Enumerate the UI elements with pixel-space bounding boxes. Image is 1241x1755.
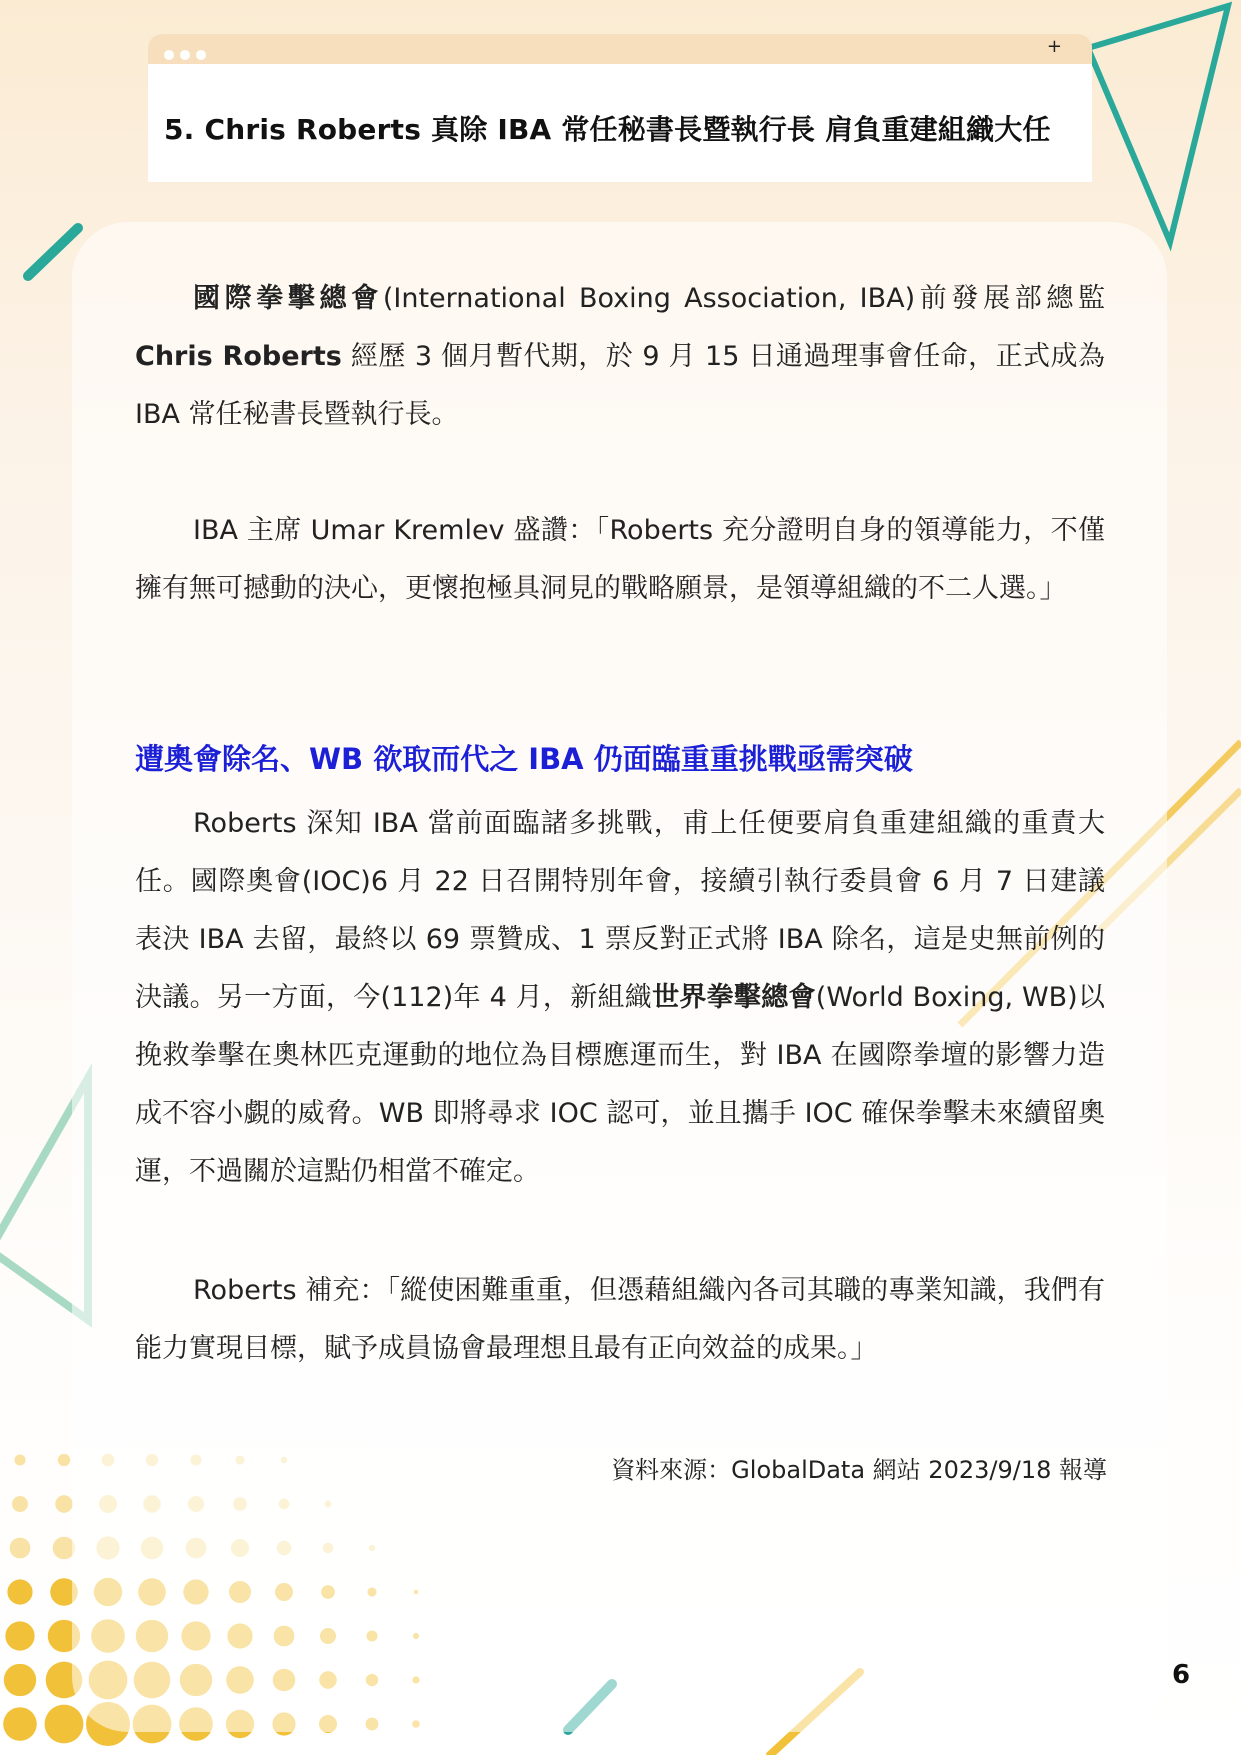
title-bar: [148, 34, 1092, 64]
p3-text-b: (World Boxing, WB)以挽救拳擊在奧林匹克運動的地位為目標應運而生，對 IBA 在國際拳壇的影響力造成不容小覷的威脅。WB 即將尋求 IOC 認可，並且攜手 IOC 確保拳擊未來續留奧運，不過關於這點仍相當不確定。: [135, 982, 1106, 1187]
teal-stroke-decoration: [28, 228, 78, 276]
p3-text-a: Roberts 深知 IBA 當前面臨諸多挑戰，甫上任便要肩負重建組織的重責大任。國際奧會(IOC)6 月 22 日召開特別年會，接續引執行委員會 6 月 7 日建議表決 IBA 去留，最終以 69 票贊成、1 票反對正式將 IBA 除名，這是史無前例的決議。另一方面，今(112)年 4 月，新組織: [135, 808, 1105, 1013]
source-note: 資料來源：GlobalData 網站 2023/9/18 報導: [611, 1456, 1107, 1484]
page-title: 5. Chris Roberts 真除 IBA 常任秘書長暨執行長 肩負重建組織大任: [164, 113, 1051, 146]
plus-icon: +: [1046, 36, 1062, 57]
section-subheading: 遭奧會除名、WB 欲取而代之 IBA 仍面臨重重挑戰亟需突破: [135, 742, 913, 776]
world-boxing-bold: 世界拳擊總會: [652, 982, 816, 1013]
window-dots: [164, 45, 212, 64]
teal-triangle-decoration: [1088, 6, 1228, 242]
article-paragraph-1: [135, 270, 1105, 444]
iba-name-bold: 國際拳擊總會: [193, 283, 383, 314]
article-paragraph-3: [135, 795, 1105, 1201]
p2-text: IBA 主席 Umar Kremlev 盛讚：「Roberts 充分證明自身的領導能力，不僅擁有無可撼動的決心，更懷抱極具洞見的戰略願景，是領導組織的不二人選。」: [135, 515, 1105, 604]
article-paragraph-2: [135, 502, 1105, 618]
p1-text-a: (International Boxing Association, IBA)前發展部總監: [382, 283, 1105, 314]
p1-text-b: 經歷 3 個月暫代期，於 9 月 15 日通過理事會任命，正式成為 IBA 常任秘書長暨執行長。: [135, 341, 1105, 430]
page-number: 6: [1172, 1660, 1191, 1690]
p4-text: Roberts 補充：「縱使困難重重，但憑藉組織內各司其職的專業知識，我們有能力實現目標，賦予成員協會最理想且最有正向效益的成果。」: [135, 1275, 1105, 1364]
chris-roberts-bold: Chris Roberts: [135, 341, 342, 372]
article-paragraph-4: [135, 1262, 1105, 1378]
title-card: [148, 34, 1092, 182]
